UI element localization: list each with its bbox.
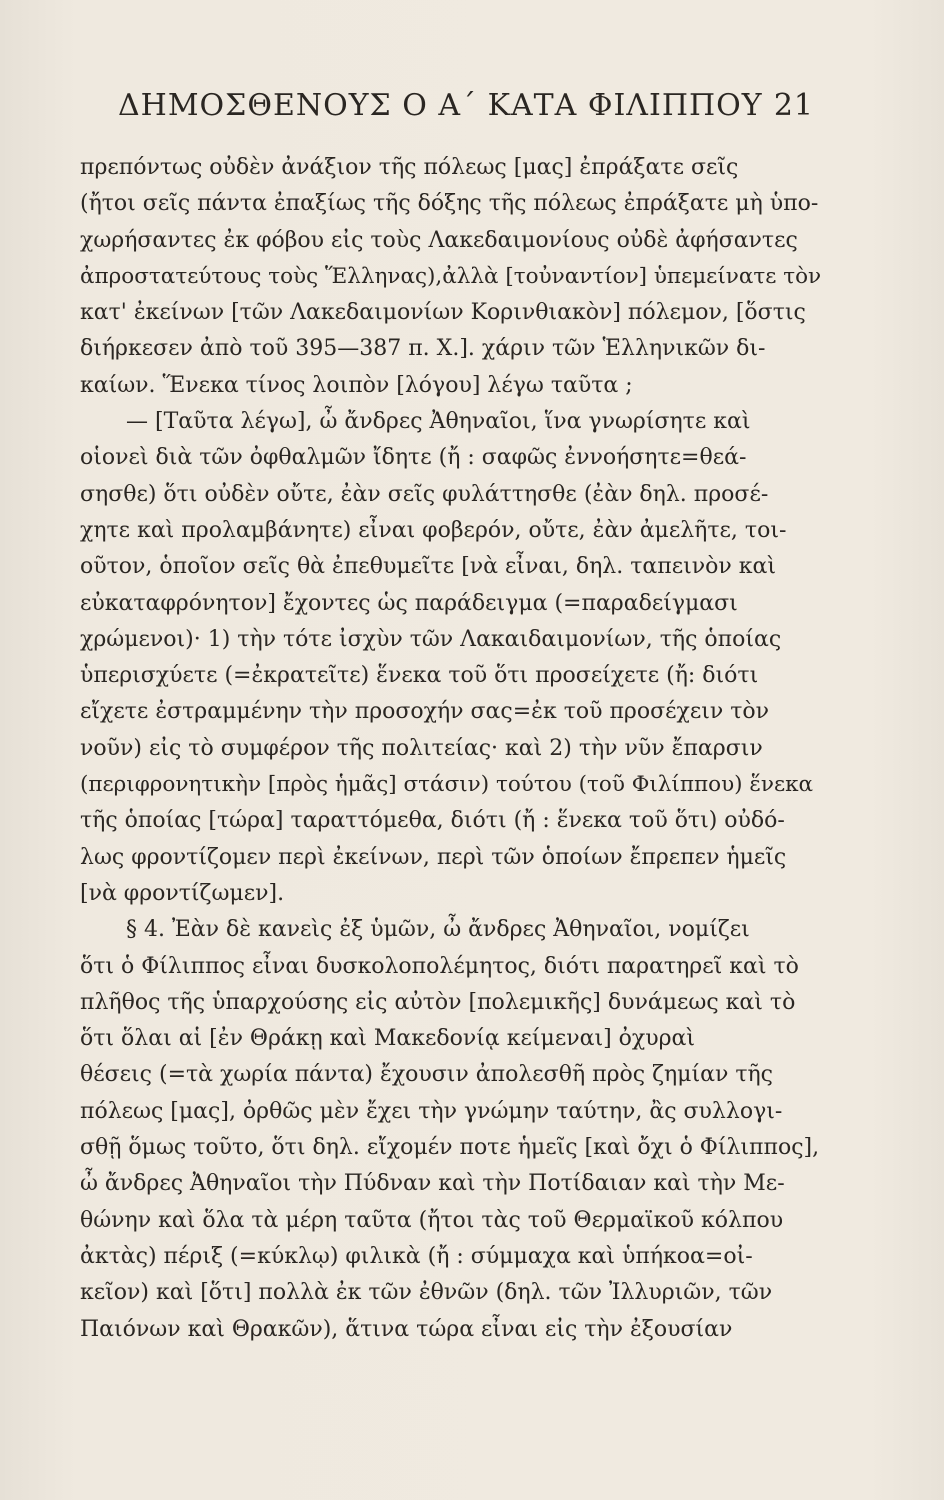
text-line: καίων. Ἕνεκα τίνος λοιπὸν [λόγου] λέγω ταῦτα ; [80,372,633,398]
text-line: (περιφρονητικὴν [πρὸς ἡμᾶς] στάσιν) τούτου (τοῦ Φιλίππου) ἕνεκα [80,772,814,798]
text-line: ὅτι ὅλαι αἱ [ἐν Θράκῃ καὶ Μακεδονίᾳ κείμεναι] ὀχυραὶ [80,1026,696,1052]
body-text [80,150,825,1348]
text-line: ἀπροστατεύτους τοὺς Ἕλληνας),ἀλλὰ [τοὐναντίον] ὑπεμείνατε τὸν [80,263,822,289]
text-line: οῦτον, ὁποῖον σεῖς θὰ ἐπεθυμεῖτε [νὰ εἶναι, δηλ. ταπεινὸν καὶ [80,554,776,580]
text-line: (ἤτοι σεῖς πάντα ἐπαξίως τῆς δόξης τῆς πόλεως ἐπράξατε μὴ ὑπο- [80,191,819,217]
text-line: εὐκαταφρόνητον] ἔχοντες ὡς παράδειγμα (=παραδείγμασι [80,590,738,616]
text-line: πλῆθος τῆς ὑπαρχούσης εἰς αὐτὸν [πολεμικῆς] δυνάμεως καὶ τὸ [80,989,796,1015]
text-line: — [Ταῦτα λέγω], ὦ ἄνδρες Ἀθηναῖοι, ἵνα γνωρίσητε καὶ [126,409,751,435]
text-line: σθῇ ὅμως τοῦτο, ὅτι δηλ. εἴχομέν ποτε ἡμεῖς [καὶ ὄχι ὁ Φίλιππος], [80,1135,820,1161]
text-line: Παιόνων καὶ Θρακῶν), ἅτινα τώρα εἶναι εἰς τὴν ἐξουσίαν [80,1316,733,1342]
text-line: θέσεις (=τὰ χωρία πάντα) ἔχουσιν ἀπολεσθῆ πρὸς ζημίαν τῆς [80,1062,773,1088]
text-line: [νὰ φροντίζωμεν]. [80,880,285,906]
text-line: νοῦν) εἰς τὸ συμφέρον τῆς πολιτείας· καὶ 2) τὴν νῦν ἔπαρσιν [80,735,763,761]
text-line: ἀκτὰς) πέριξ (=κύκλῳ) φιλικὰ (ἤ : σύμμαχα καὶ ὑπήκοα=οἰ- [80,1243,753,1269]
text-line: θώνην καὶ ὅλα τὰ μέρη ταῦτα (ἤτοι τὰς τοῦ Θερμαϊκοῦ κόλπου [80,1207,784,1233]
text-line: οἱονεὶ διὰ τῶν ὀφθαλμῶν ἴδητε (ἤ : σαφῶς ἐννοήσητε=θεά- [80,445,747,471]
text-line: λως φροντίζομεν περὶ ἐκείνων, περὶ τῶν ὁποίων ἔπρεπεν ἡμεῖς [80,844,787,870]
page-header [118,88,814,128]
text-line: ὑπερισχύετε (=ἐκρατεῖτε) ἕνεκα τοῦ ὅτι προσείχετε (ἤ: διότι [80,663,759,689]
text-line: ὦ ἄνδρες Ἀθηναῖοι τὴν Πύδναν καὶ τὴν Ποτίδαιαν καὶ τὴν Με- [80,1171,785,1197]
text-line: χρώμενοι)· 1) τὴν τότε ἰσχὺν τῶν Λακαιδαιμονίων, τῆς ὁποίας [80,626,782,652]
text-line: σησθε) ὅτι οὐδὲν οὔτε, ἐὰν σεῖς φυλάττησθε (ἐὰν δηλ. προσέ- [80,481,769,507]
text-line: πόλεως [μας], ὀρθῶς μὲν ἔχει τὴν γνώμην ταύτην, ἂς συλλογι- [80,1098,783,1124]
text-line: διήρκεσεν ἀπὸ τοῦ 395—387 π. Χ.]. χάριν τῶν Ἑλληνικῶν δι- [80,336,766,362]
text-line: τῆς ὁποίας [τώρα] ταραττόμεθα, διότι (ἤ : ἕνεκα τοῦ ὅτι) οὐδό- [80,808,785,834]
text-line: εἴχετε ἐστραμμένην τὴν προσοχήν σας=ἐκ τοῦ προσέχειν τὸν [80,699,770,725]
text-line: ὅτι ὁ Φίλιππος εἶναι δυσκολοπολέμητος, διότι παρατηρεῖ καὶ τὸ [80,953,799,979]
running-title: ΔΗΜΟΣΘΕΝΟΥΣ Ο Α΄ ΚΑΤΑ ΦΙΛΙΠΠΟΥ [118,88,763,123]
text-line: κεῖον) καὶ [ὅτι] πολλὰ ἐκ τῶν ἐθνῶν (δηλ. τῶν Ἰλλυριῶν, τῶν [80,1280,773,1306]
text-line: πρεπόντως οὐδὲν ἀνάξιον τῆς πόλεως [μας] ἐπράξατε σεῖς [80,155,739,180]
text-line: κατ' ἐκείνων [τῶν Λακεδαιμονίων Κορινθιακὸν] πόλεμον, [ὅστις [80,300,806,326]
text-line: § 4. Ἐὰν δὲ κανεὶς ἐξ ὑμῶν, ὦ ἄνδρες Ἀθηναῖοι, νομίζει [126,917,750,943]
text-line: χητε καὶ προλαμβάνητε) εἶναι φοβερόν, οὔτε, ἐὰν ἀμελῆτε, τοι- [80,517,787,543]
text-line: χωρήσαντες ἐκ φόβου εἰς τοὺς Λακεδαιμονίους οὐδὲ ἀφήσαντες [80,227,798,253]
page-number: 21 [773,88,814,123]
